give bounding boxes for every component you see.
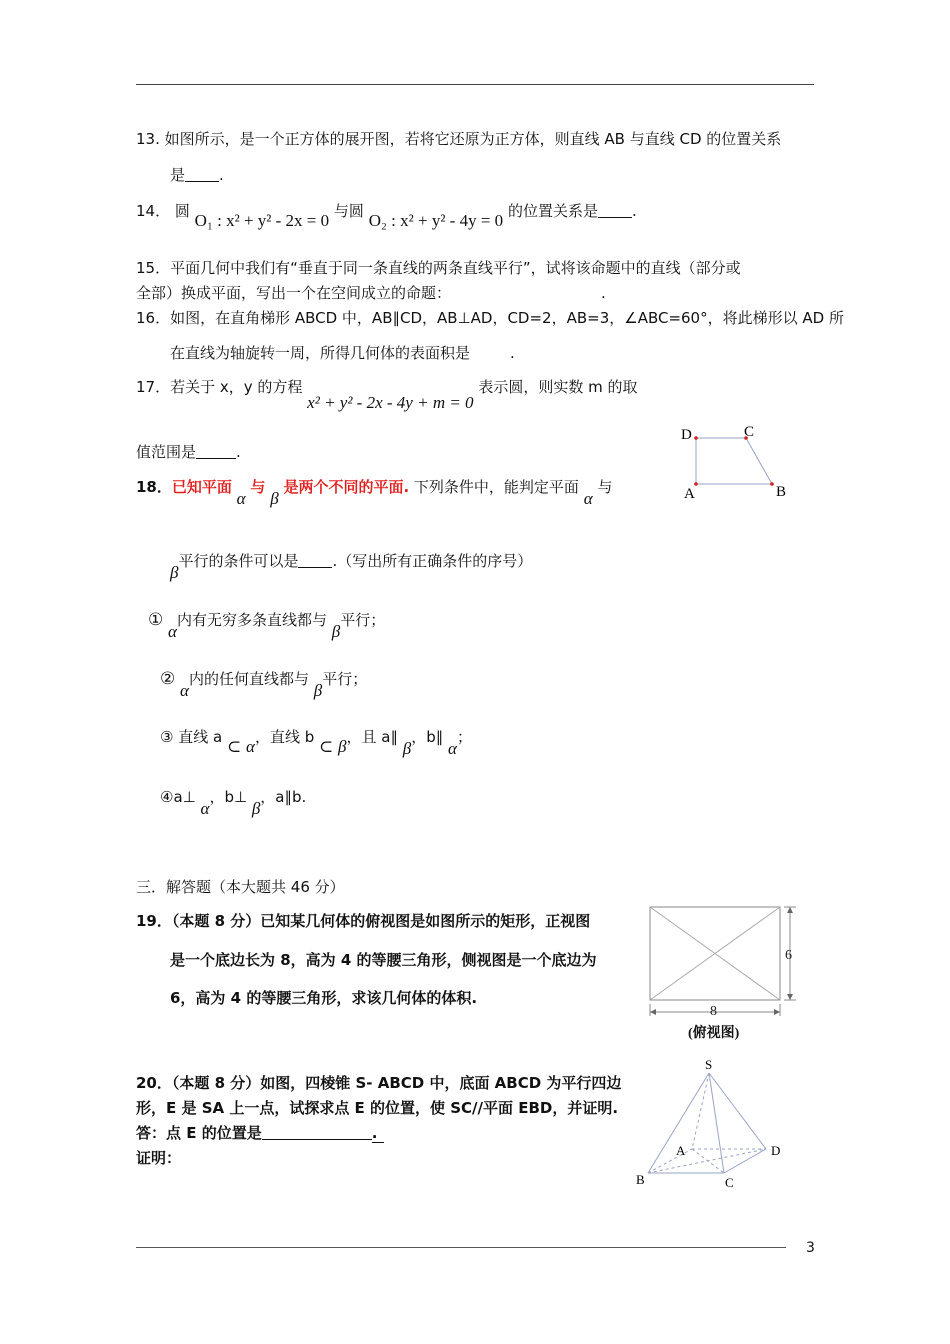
height-arrow-bottom — [787, 994, 793, 1000]
q17-line2: 值范围是 . — [136, 443, 241, 461]
q14-number: 14． — [136, 202, 171, 220]
q14-answer-blank[interactable] — [598, 203, 632, 218]
q16-line1: 16．如图，在直角梯形 ABCD 中，AB∥CD，AB⊥AD，CD=2，AB=3，∠ABC=60°，将此梯形以 AD 所 — [136, 309, 844, 327]
q18-condition-3: ③ 直线 a ⊂ α，直线 b ⊂ β，且 a∥ β，b∥ α； — [160, 728, 472, 758]
q13-line2: 是 . — [170, 166, 224, 184]
q19-line3: 6，高为 4 的等腰三角形，求该几何体的体积. — [170, 989, 478, 1007]
edge-sb — [648, 1073, 709, 1173]
alpha-symbol: α — [236, 489, 246, 508]
q17-equation: x² + y² - 2x - 4y + m = 0 — [307, 393, 474, 412]
height-label: 6 — [785, 948, 792, 963]
q16-answer-blank[interactable] — [470, 345, 510, 360]
q18-line1: 18．已知平面 α 与 β 是两个不同的平面. 下列条件中，能判定平面 α 与 — [136, 478, 613, 508]
q18-condition-2: ② α内的任何直线都与 β平行； — [160, 669, 368, 700]
width-arrow-right — [774, 1009, 780, 1015]
circle-o2-equation: O₂ : x² + y² - 4y = 0 — [368, 211, 504, 230]
edge-sd — [709, 1073, 766, 1149]
q17-line1: 17．若关于 x，y 的方程 x² + y² - 2x - 4y + m = 0 表示圆，则实数 m 的取 — [136, 378, 638, 412]
trapezoid-shape — [696, 438, 772, 484]
top-view-caption: (俯视图) — [688, 1026, 740, 1041]
q19-line1: 19．（本题 8 分）已知某几何体的俯视图是如图所示的矩形，正视图 — [136, 912, 591, 930]
label-b: B — [636, 1172, 645, 1187]
q20-answer-blank[interactable] — [262, 1125, 372, 1140]
q15-answer-blank[interactable] — [451, 285, 601, 300]
circle-o1-equation: O₁ : x² + y² - 2x = 0 — [194, 211, 330, 230]
q18-line2: β平行的条件可以是 .（写出所有正确条件的序号） — [170, 552, 533, 582]
label-a: A — [684, 486, 695, 502]
trapezoid-figure — [676, 418, 796, 508]
edge-sa — [692, 1073, 709, 1149]
label-b: B — [776, 484, 787, 500]
beta-symbol: β — [270, 489, 279, 508]
diagonal-ac — [692, 1149, 724, 1173]
q18-number: 18． — [136, 478, 172, 496]
label-c: C — [725, 1175, 734, 1190]
q20-line4: 证明： — [136, 1149, 182, 1167]
top-view-figure — [642, 900, 812, 1046]
edge-sc — [709, 1073, 724, 1173]
edge-cd — [724, 1149, 766, 1173]
footer-rule — [136, 1247, 786, 1248]
q13-text: . 如图所示，是一个正方体的展开图，若将它还原为正方体，则直线 AB 与直线 CD 的位置关系 — [155, 130, 782, 148]
q20-line1: 20．（本题 8 分）如图，四棱锥 S- ABCD 中，底面 ABCD 为平行四边 — [136, 1074, 622, 1092]
q15-line1: 15．平面几何中我们有“垂直于同一条直线的两条直线平行”，试将该命题中的直线（部分或 — [136, 259, 741, 277]
q16-line2: 在直线为轴旋转一周，所得几何体的表面积是 . — [170, 344, 515, 362]
q13-line1 — [136, 128, 781, 149]
label-c: C — [744, 424, 755, 440]
point-d — [694, 436, 698, 440]
point-b — [770, 482, 774, 486]
edge-ab — [648, 1149, 692, 1173]
q15-line2: 全部）换成平面，写出一个在空间成立的命题： . — [136, 284, 606, 302]
page-number: 3 — [806, 1240, 815, 1256]
label-d: D — [771, 1143, 781, 1158]
q13-answer-blank[interactable] — [185, 167, 219, 182]
q19-line2: 是一个底边长为 8，高为 4 的等腰三角形，侧视图是一个底边为 — [170, 951, 597, 969]
width-label: 8 — [710, 1004, 717, 1019]
q20-line3: 答：点 E 的位置是 . — [136, 1122, 384, 1143]
q18-condition-1: ① α内有无穷多条直线都与 β平行； — [148, 610, 386, 641]
width-arrow-left — [650, 1009, 656, 1015]
q18-condition-4: ④a⊥ α，b⊥ β，a∥b. — [160, 788, 307, 818]
q13-number: 13 — [136, 130, 156, 148]
q17-answer-blank[interactable] — [196, 444, 236, 459]
header-rule — [136, 84, 814, 85]
label-d: D — [681, 427, 692, 443]
pyramid-figure — [630, 1056, 790, 1190]
label-a: A — [676, 1143, 686, 1158]
q20-line2: 形，E 是 SA 上一点，试探求点 E 的位置，使 SC//平面 EBD，并证明. — [136, 1099, 619, 1117]
q14-line: 14． 圆 O₁ : x² + y² - 2x = 0 与圆 O₂ : x² + y² - 4y = 0 的位置关系是 . — [136, 202, 637, 230]
height-arrow-top — [787, 907, 793, 913]
section-3-heading: 三．解答题（本大题共 46 分） — [136, 878, 345, 896]
label-s: S — [705, 1057, 713, 1072]
diagonal-bd — [648, 1149, 766, 1173]
q18-answer-blank[interactable] — [298, 553, 332, 568]
